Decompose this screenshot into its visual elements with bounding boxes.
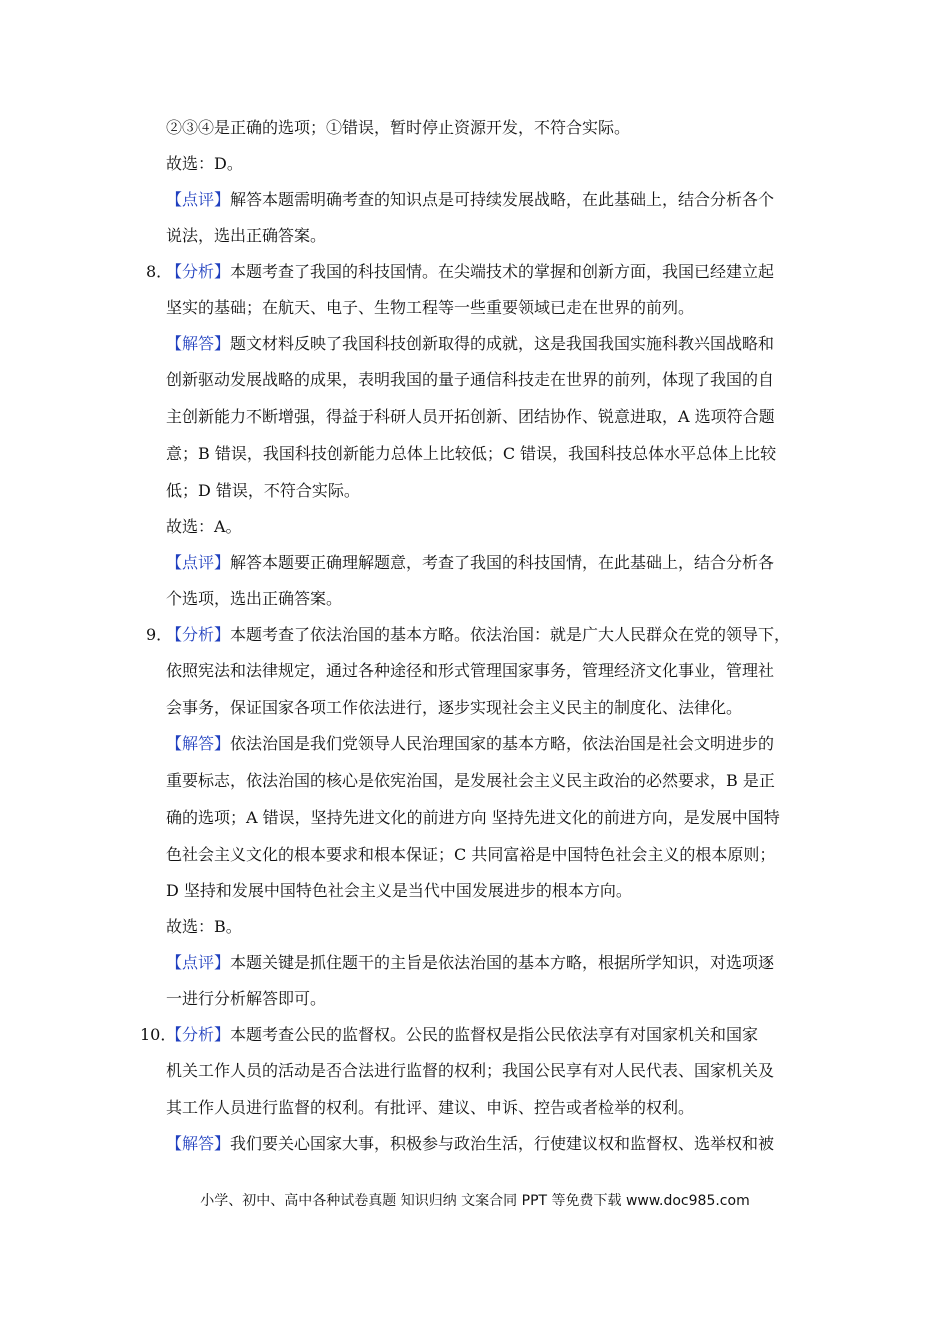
q10-analysis-line2: 机关工作人员的活动是否合法进行监督的权利；我国公民享有对人民代表、国家机关及 [166,1061,775,1080]
q8-comment-text: 解答本题要正确理解题意，考查了我国的科技国情，在此基础上，结合分析各 [230,553,775,572]
q10-analysis-text: 本题考查公民的监督权。公民的监督权是指公民依法享有对国家机关和国家 [230,1025,759,1044]
q9-answer-line1 [166,732,774,756]
page-footer: 小学、初中、高中各种试卷真题 知识归纳 文案合同 PPT 等免费下载 www.doc985.com [200,1193,750,1209]
q9-analysis-text: 本题考查了依法治国的基本方略。依法治国：就是广大人民群众在党的领导下， [230,625,791,644]
q9-answer-line2: 重要标志，依法治国的核心是依宪治国，是发展社会主义民主政治的必然要求，B 是正 [166,771,775,790]
q9-analysis-line2: 依照宪法和法律规定，通过各种途径和形式管理国家事务，管理经济文化事业，管理社 [166,661,775,680]
q8-analysis-text: 本题考查了我国的科技国情。在尖端技术的掌握和创新方面，我国已经建立起 [230,262,775,281]
analysis-tag: 【分析】 [166,1025,231,1044]
q9-answer-line3: 确的选项；A 错误，坚持先进文化的前进方向 坚持先进文化的前进方向，是发展中国特 [166,808,780,827]
q9-answer-line4: 色社会主义文化的根本要求和根本保证；C 共同富裕是中国特色社会主义的根本原则； [166,845,776,864]
q9-answer-line5: D 坚持和发展中国特色社会主义是当代中国发展进步的根本方向。 [166,881,632,900]
q7-comment-line2: 说法，选出正确答案。 [166,226,327,245]
analysis-tag: 【分析】 [166,262,231,281]
q8-analysis-line1 [166,260,774,284]
q10-analysis-line3: 其工作人员进行监督的权利。有批评、建议、申诉、控告或者检举的权利。 [166,1098,695,1117]
q8-number: 8． [146,262,173,281]
q8-answer-line5: 低；D 错误，不符合实际。 [166,481,360,500]
q9-analysis-line1 [166,623,790,647]
q8-comment-line2: 个选项，选出正确答案。 [166,589,343,608]
q8-choice: 故选：A。 [166,517,242,536]
q9-comment-line1 [166,951,774,975]
answer-tag: 【解答】 [166,334,231,353]
q8-answer-text: 题文材料反映了我国科技创新取得的成就，这是我国我国实施科教兴国战略和 [230,334,775,353]
q9-analysis-line3: 会事务，保证国家各项工作依法进行，逐步实现社会主义民主的制度化、法律化。 [166,698,743,717]
q10-analysis-line1 [166,1023,758,1047]
q9-comment-line2: 一进行分析解答即可。 [166,989,327,1008]
comment-tag: 【点评】 [166,553,231,572]
q7-comment-line1 [166,188,774,212]
q8-answer-line3: 主创新能力不断增强，得益于科研人员开拓创新、团结协作、锐意进取，A 选项符合题 [166,407,775,426]
q10-answer-text: 我们要关心国家大事，积极参与政治生活，行使建议权和监督权、选举权和被 [230,1134,775,1153]
q10-answer-line1 [166,1132,774,1156]
q7-comment-text: 解答本题需明确考查的知识点是可持续发展战略，在此基础上，结合分析各个 [230,190,775,209]
analysis-tag: 【分析】 [166,625,231,644]
q8-comment-line1 [166,551,774,575]
answer-tag: 【解答】 [166,1134,231,1153]
answer-tag: 【解答】 [166,734,231,753]
q8-answer-line2: 创新驱动发展战略的成果，表明我国的量子通信科技走在世界的前列，体现了我国的自 [166,370,775,389]
comment-tag: 【点评】 [166,190,231,209]
q8-analysis-line2: 坚实的基础；在航天、电子、生物工程等一些重要领域已走在世界的前列。 [166,298,695,317]
q10-number: 10． [140,1025,177,1044]
q9-choice: 故选：B。 [166,917,242,936]
q9-comment-text: 本题关键是抓住题干的主旨是依法治国的基本方略，根据所学知识，对选项逐 [230,953,775,972]
q7-line1: ②③④是正确的选项；①错误，暂时停止资源开发，不符合实际。 [166,118,631,137]
q8-answer-line4: 意；B 错误，我国科技创新能力总体上比较低；C 错误，我国科技总体水平总体上比较 [166,444,777,463]
q8-answer-line1 [166,332,774,356]
q9-answer-text: 依法治国是我们党领导人民治理国家的基本方略，依法治国是社会文明进步的 [230,734,775,753]
q7-choice: 故选：D。 [166,154,243,173]
q9-number: 9． [146,625,173,644]
comment-tag: 【点评】 [166,953,231,972]
